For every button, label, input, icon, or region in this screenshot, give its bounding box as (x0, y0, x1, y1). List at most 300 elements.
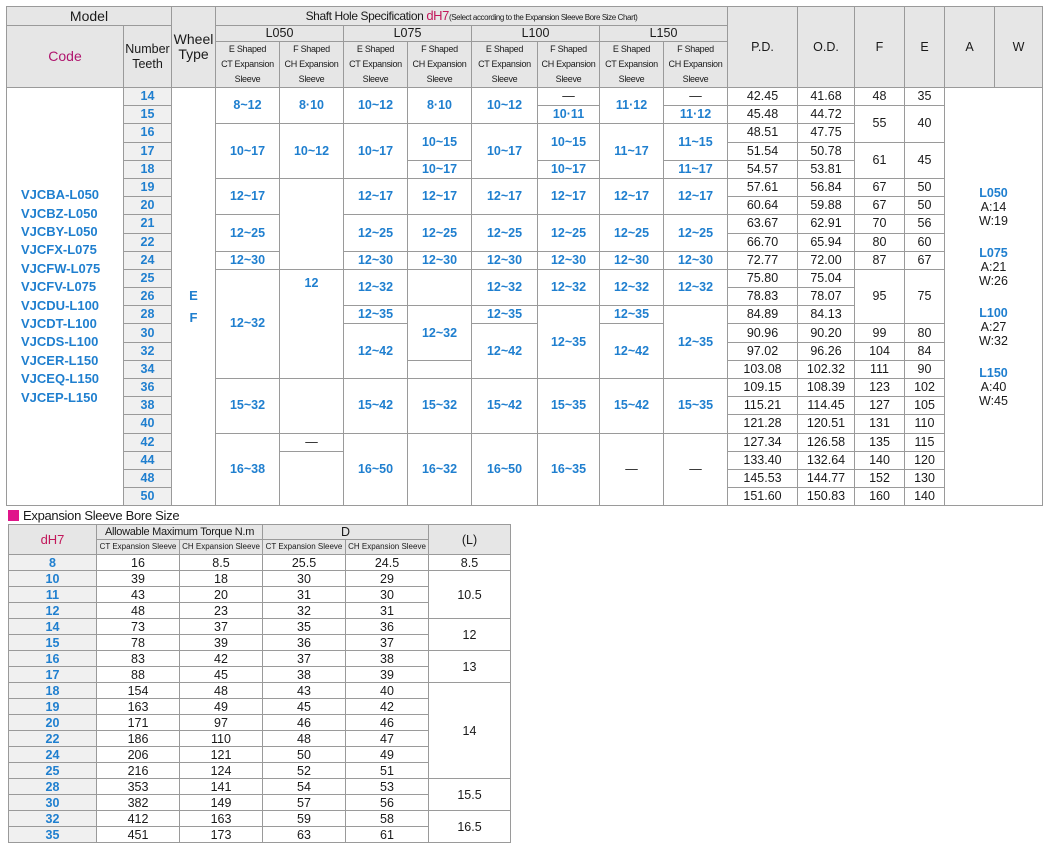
od-cell: 62.91 (798, 215, 855, 233)
sleeve-ch-d: 47 (346, 731, 429, 747)
sleeve-ch-d: 37 (346, 635, 429, 651)
sub-e-l050 (216, 42, 280, 88)
sleeve-ct-d: 36 (263, 635, 346, 651)
sleeve-ch-torque: 110 (180, 731, 263, 747)
sub-e-l075 (344, 42, 408, 88)
sleeve-ct-d: 25.5 (263, 555, 346, 571)
aw-gap (945, 288, 1042, 306)
aw-size-l050: L050 (979, 185, 1008, 200)
l150-f-cell: 12~30 (664, 251, 728, 269)
pd-cell: 121.28 (728, 415, 798, 433)
table-row (7, 379, 1043, 397)
teeth-cell: 26 (124, 288, 172, 306)
pd-cell: 42.45 (728, 88, 798, 106)
e-cell: 84 (905, 342, 945, 360)
aw-size-l150: L150 (979, 365, 1008, 380)
teeth-cell: 28 (124, 306, 172, 324)
teeth-cell: 44 (124, 451, 172, 469)
sub-f-line1: F Shaped (421, 44, 458, 54)
od-header: O.D. (798, 7, 855, 88)
l100-e-cell: 16~50 (472, 433, 538, 506)
od-cell: 84.13 (798, 306, 855, 324)
group-l100: L100 (472, 26, 600, 42)
code-header: Code (7, 26, 124, 88)
sleeve-ch-d: 30 (346, 587, 429, 603)
l150-e-cell: 12~17 (600, 178, 664, 214)
sleeve-ch-torque: 39 (180, 635, 263, 651)
sleeve-ct-torque: 206 (97, 747, 180, 763)
teeth-cell: 32 (124, 342, 172, 360)
od-cell: 150.83 (798, 488, 855, 506)
e-cell: 130 (905, 469, 945, 487)
sleeve-ct-torque: 39 (97, 571, 180, 587)
sleeve-dh-cell: 8 (9, 555, 97, 571)
l100-f-cell: 12~25 (538, 215, 600, 251)
f-cell: 131 (855, 415, 905, 433)
l075-e-cell: 12~32 (344, 269, 408, 305)
shaft-spec-note: (Select according to the Expansion Sleeve Bore Size Chart) (448, 12, 638, 22)
od-cell: 41.68 (798, 88, 855, 106)
f-cell: 87 (855, 251, 905, 269)
sleeve-dh-cell: 12 (9, 603, 97, 619)
f-cell: 152 (855, 469, 905, 487)
aw-gap (945, 348, 1042, 366)
pd-cell: 60.64 (728, 197, 798, 215)
w-header: W (995, 7, 1043, 88)
sleeve-ct-torque: 216 (97, 763, 180, 779)
code-item: VJCFV-L075 (21, 279, 97, 295)
sleeve-dh-cell: 10 (9, 571, 97, 587)
l150-f-cell: 11·12 (664, 106, 728, 124)
l100-e-cell: 12~32 (472, 269, 538, 305)
l050-e-cell: 8~12 (216, 88, 280, 124)
e-cell: 40 (905, 106, 945, 142)
l100-e-cell: 12~30 (472, 251, 538, 269)
sleeve-ct-torque: 16 (97, 555, 180, 571)
l150-f-cell: 15~35 (664, 379, 728, 434)
code-item: VJCDU-L100 (21, 297, 100, 313)
sleeve-ct-torque: 412 (97, 811, 180, 827)
f-cell: 123 (855, 379, 905, 397)
f-cell: 55 (855, 106, 905, 142)
sub-e-line2: CT Expansion Sleeve (349, 59, 402, 84)
l100-f-cell: 10~17 (538, 160, 600, 178)
sleeve-ct-torque: 382 (97, 795, 180, 811)
e-cell: 50 (905, 178, 945, 196)
sleeve-ch-d: 24.5 (346, 555, 429, 571)
sleeve-dh-header: dH7 (9, 525, 97, 555)
sleeve-dh-cell: 19 (9, 699, 97, 715)
e-cell: 35 (905, 88, 945, 106)
shaft-spec-title: Shaft Hole Specification (305, 8, 424, 23)
pd-cell: 145.53 (728, 469, 798, 487)
code-item: VJCDT-L100 (21, 316, 97, 332)
code-item: VJCEP-L150 (21, 389, 98, 405)
l075-e-cell: 16~50 (344, 433, 408, 506)
teeth-cell: 20 (124, 197, 172, 215)
table-row (9, 571, 511, 587)
l150-f-cell: — (664, 433, 728, 506)
sleeve-title-text: Expansion Sleeve Bore Size (23, 508, 180, 523)
sub-f-line2: CH Expansion Sleeve (412, 59, 467, 84)
sub-f-l100 (538, 42, 600, 88)
sleeve-ch-d: 58 (346, 811, 429, 827)
aw-gap (945, 228, 1042, 246)
sleeve-ct-d: 43 (263, 683, 346, 699)
table-row (7, 88, 1043, 106)
sleeve-dh-cell: 24 (9, 747, 97, 763)
e-cell: 67 (905, 251, 945, 269)
l100-f-cell: 12~35 (538, 306, 600, 379)
l150-f-cell: — (664, 88, 728, 106)
sub-f-l050 (280, 42, 344, 88)
teeth-cell: 48 (124, 469, 172, 487)
sleeve-ch-torque: 8.5 (180, 555, 263, 571)
l075-e-cell: 12~25 (344, 215, 408, 251)
sleeve-ct-torque: 154 (97, 683, 180, 699)
sleeve-torque-header: Allowable Maximum Torque N.m (97, 525, 263, 540)
sub-f-line1: F Shaped (550, 44, 587, 54)
od-cell: 96.26 (798, 342, 855, 360)
pd-cell: 51.54 (728, 142, 798, 160)
teeth-cell: 40 (124, 415, 172, 433)
l075-e-cell: 12~42 (344, 324, 408, 379)
od-cell: 120.51 (798, 415, 855, 433)
sleeve-ch-torque: 121 (180, 747, 263, 763)
table-row (7, 178, 1043, 196)
sleeve-dh-cell: 25 (9, 763, 97, 779)
f-header: F (855, 7, 905, 88)
f-cell: 67 (855, 197, 905, 215)
e-cell: 115 (905, 433, 945, 451)
table-row (9, 619, 511, 635)
wheel-type-cell (172, 88, 216, 506)
shaft-dh-label: dH7 (426, 7, 449, 23)
sleeve-ch-torque: 45 (180, 667, 263, 683)
sleeve-ct-torque: 73 (97, 619, 180, 635)
sleeve-l-cell: 10.5 (429, 571, 511, 619)
pd-cell: 115.21 (728, 397, 798, 415)
l075-f-cell: 15~32 (408, 379, 472, 434)
l075-f-cell: 10~17 (408, 160, 472, 178)
pd-cell: 90.96 (728, 324, 798, 342)
sleeve-l-cell: 12 (429, 619, 511, 651)
table-row (9, 651, 511, 667)
l100-f-cell: 15~35 (538, 379, 600, 434)
teeth-cell: 16 (124, 124, 172, 142)
teeth-cell: 18 (124, 160, 172, 178)
wheel-type-line1: Wheel (173, 31, 214, 47)
l050-f-empty (280, 379, 344, 434)
teeth-cell: 25 (124, 269, 172, 287)
pd-cell: 151.60 (728, 488, 798, 506)
sub-f-line1: F Shaped (677, 44, 714, 54)
sleeve-ch-torque: 149 (180, 795, 263, 811)
sleeve-dh-cell: 20 (9, 715, 97, 731)
number-teeth-line2: Teeth (132, 56, 163, 71)
teeth-cell: 24 (124, 251, 172, 269)
f-cell: 80 (855, 233, 905, 251)
sleeve-dh-cell: 14 (9, 619, 97, 635)
sleeve-ch-d: 36 (346, 619, 429, 635)
wheel-type-f: F (189, 309, 198, 325)
l100-f-cell: 10~15 (538, 124, 600, 160)
l050-e-cell: 12~25 (216, 215, 280, 251)
sleeve-ch-torque: 163 (180, 811, 263, 827)
teeth-cell: 17 (124, 142, 172, 160)
e-cell: 110 (905, 415, 945, 433)
teeth-cell: 14 (124, 88, 172, 106)
l150-e-cell: 11·12 (600, 88, 664, 124)
l100-e-cell: 12~35 (472, 306, 538, 324)
sub-e-l150 (600, 42, 664, 88)
gear-spec-table (6, 6, 1043, 506)
sleeve-ch-torque: 141 (180, 779, 263, 795)
od-cell: 44.72 (798, 106, 855, 124)
sleeve-ct-torque: 88 (97, 667, 180, 683)
pd-cell: 45.48 (728, 106, 798, 124)
sleeve-ct-d: 50 (263, 747, 346, 763)
aw-block (945, 88, 1043, 506)
f-cell: 61 (855, 142, 905, 178)
l050-e-cell: 15~32 (216, 379, 280, 434)
e-cell: 45 (905, 142, 945, 178)
sub-e-line1: E Shaped (228, 44, 267, 54)
code-item: VJCEQ-L150 (21, 371, 100, 387)
sleeve-ch-d: 31 (346, 603, 429, 619)
sub-e-l100 (472, 42, 538, 88)
sleeve-bore-table (8, 524, 511, 843)
teeth-cell: 34 (124, 360, 172, 378)
l150-e-cell: 12~30 (600, 251, 664, 269)
l150-f-cell: 11~17 (664, 160, 728, 178)
l100-e-cell: 12~42 (472, 324, 538, 379)
sub-f-line1: F Shaped (293, 44, 330, 54)
l050-e-cell: 12~30 (216, 251, 280, 269)
sleeve-l-cell: 14 (429, 683, 511, 779)
f-cell: 160 (855, 488, 905, 506)
aw-a-l100: A:27 (980, 319, 1007, 334)
sleeve-ch-d: 53 (346, 779, 429, 795)
number-teeth-header (124, 26, 172, 88)
e-header: E (905, 7, 945, 88)
l075-e-cell: 15~42 (344, 379, 408, 434)
e-cell: 105 (905, 397, 945, 415)
l150-e-cell: — (600, 433, 664, 506)
f-cell: 70 (855, 215, 905, 233)
sub-e-line2: CT Expansion Sleeve (221, 59, 274, 84)
teeth-cell: 50 (124, 488, 172, 506)
sleeve-ch-torque: 23 (180, 603, 263, 619)
sub-f-l150 (664, 42, 728, 88)
l075-f-cell: 12~17 (408, 178, 472, 214)
teeth-cell: 19 (124, 178, 172, 196)
pd-cell: 78.83 (728, 288, 798, 306)
sleeve-sub-ct: CT Expansion Sleeve (97, 540, 180, 555)
f-cell: 140 (855, 451, 905, 469)
pd-cell: 103.08 (728, 360, 798, 378)
od-cell: 78.07 (798, 288, 855, 306)
sleeve-ct-d: 57 (263, 795, 346, 811)
l075-e-cell: 10~12 (344, 88, 408, 124)
l150-f-cell: 12~25 (664, 215, 728, 251)
sleeve-ch-d: 29 (346, 571, 429, 587)
l150-f-cell: 12~35 (664, 306, 728, 379)
code-item: VJCDS-L100 (21, 334, 99, 350)
sleeve-dh-cell: 35 (9, 827, 97, 843)
teeth-cell: 30 (124, 324, 172, 342)
sub-e-line1: E Shaped (356, 44, 395, 54)
l100-e-cell: 12~17 (472, 178, 538, 214)
aw-size-l100: L100 (979, 305, 1008, 320)
l075-f-empty (408, 269, 472, 305)
teeth-cell: 21 (124, 215, 172, 233)
sleeve-ch-torque: 42 (180, 651, 263, 667)
l150-e-cell: 12~35 (600, 306, 664, 324)
sleeve-ct-d: 52 (263, 763, 346, 779)
sub-f-line2: CH Expansion Sleeve (668, 59, 723, 84)
pd-cell: 84.89 (728, 306, 798, 324)
l100-f-cell: 12~30 (538, 251, 600, 269)
code-item: VJCBA-L050 (21, 187, 100, 203)
aw-a-l150: A:40 (980, 379, 1007, 394)
sleeve-ch-torque: 97 (180, 715, 263, 731)
f-cell: 104 (855, 342, 905, 360)
l075-f-cell: 8·10 (408, 88, 472, 124)
l075-f-cell: 12~30 (408, 251, 472, 269)
sleeve-ct-torque: 43 (97, 587, 180, 603)
sleeve-ch-d: 46 (346, 715, 429, 731)
sleeve-ch-d: 39 (346, 667, 429, 683)
l150-e-cell: 15~42 (600, 379, 664, 434)
sleeve-l-cell: 15.5 (429, 779, 511, 811)
sleeve-ct-d: 35 (263, 619, 346, 635)
code-item: VJCBZ-L050 (21, 205, 98, 221)
teeth-cell: 22 (124, 233, 172, 251)
l050-e-cell: 16~38 (216, 433, 280, 506)
sleeve-ch-d: 61 (346, 827, 429, 843)
sleeve-l-cell: 13 (429, 651, 511, 683)
e-cell: 120 (905, 451, 945, 469)
sleeve-ch-torque: 49 (180, 699, 263, 715)
od-cell: 126.58 (798, 433, 855, 451)
l150-e-cell: 12~42 (600, 324, 664, 379)
sub-e-line2: CT Expansion Sleeve (478, 59, 531, 84)
e-cell: 140 (905, 488, 945, 506)
aw-a-l075: A:21 (980, 259, 1007, 274)
f-cell: 127 (855, 397, 905, 415)
od-cell: 90.20 (798, 324, 855, 342)
l050-f-empty (280, 451, 344, 506)
e-cell: 50 (905, 197, 945, 215)
number-teeth-line1: Number (125, 41, 170, 56)
od-cell: 56.84 (798, 178, 855, 196)
wheel-type-line2: Type (178, 46, 209, 62)
sleeve-ct-d: 48 (263, 731, 346, 747)
f-cell: 99 (855, 324, 905, 342)
wheel-type-header (172, 7, 216, 88)
group-l050: L050 (216, 26, 344, 42)
teeth-cell: 36 (124, 379, 172, 397)
teeth-cell: 38 (124, 397, 172, 415)
aw-w-l050: W:19 (979, 213, 1008, 228)
sleeve-dh-cell: 18 (9, 683, 97, 699)
model-header: Model (7, 7, 172, 26)
sleeve-sub-ch: CH Expansion Sleeve (346, 540, 429, 555)
l050-e-cell: 10~17 (216, 124, 280, 179)
table-row (7, 433, 1043, 451)
sleeve-dh-cell: 30 (9, 795, 97, 811)
sleeve-ct-torque: 171 (97, 715, 180, 731)
sub-e-line1: E Shaped (612, 44, 651, 54)
l050-f-cell: — (280, 433, 344, 451)
sleeve-d-header: D (263, 525, 429, 540)
sleeve-dh-cell: 32 (9, 811, 97, 827)
f-cell: 48 (855, 88, 905, 106)
a-header: A (945, 7, 995, 88)
sub-f-line2: CH Expansion Sleeve (284, 59, 339, 84)
teeth-cell: 15 (124, 106, 172, 124)
sleeve-dh-cell: 11 (9, 587, 97, 603)
group-l150: L150 (600, 26, 728, 42)
l075-e-cell: 12~35 (344, 306, 408, 324)
l100-f-cell: — (538, 88, 600, 106)
sleeve-sub-ch: CH Expansion Sleeve (180, 540, 263, 555)
f-cell: 95 (855, 269, 905, 324)
l075-f-cell: 16~32 (408, 433, 472, 506)
sleeve-sub-ct: CT Expansion Sleeve (263, 540, 346, 555)
f-cell: 111 (855, 360, 905, 378)
pd-cell: 72.77 (728, 251, 798, 269)
l075-e-cell: 10~17 (344, 124, 408, 179)
table-row (9, 811, 511, 827)
l100-f-cell: 12~32 (538, 269, 600, 305)
sleeve-ch-torque: 48 (180, 683, 263, 699)
l075-f-empty (408, 360, 472, 378)
pd-cell: 57.61 (728, 178, 798, 196)
sleeve-ct-torque: 186 (97, 731, 180, 747)
sleeve-dh-cell: 15 (9, 635, 97, 651)
sleeve-ch-torque: 124 (180, 763, 263, 779)
sleeve-dh-cell: 28 (9, 779, 97, 795)
od-cell: 50.78 (798, 142, 855, 160)
od-cell: 47.75 (798, 124, 855, 142)
l050-f-cell: 12 (280, 269, 344, 378)
pd-cell: 109.15 (728, 379, 798, 397)
l100-f-cell: 10·11 (538, 106, 600, 124)
sleeve-dh-cell: 22 (9, 731, 97, 747)
l100-e-cell: 15~42 (472, 379, 538, 434)
code-item: VJCFX-L075 (21, 242, 97, 258)
group-l075: L075 (344, 26, 472, 42)
l150-e-cell: 12~25 (600, 215, 664, 251)
sub-e-line1: E Shaped (485, 44, 524, 54)
l150-f-cell: 11~15 (664, 124, 728, 160)
pd-header: P.D. (728, 7, 798, 88)
l050-e-cell: 12~32 (216, 269, 280, 378)
sleeve-ch-d: 42 (346, 699, 429, 715)
code-item: VJCBY-L050 (21, 224, 98, 240)
pd-cell: 48.51 (728, 124, 798, 142)
pink-square-icon (8, 510, 19, 521)
sub-f-l075 (408, 42, 472, 88)
pd-cell: 66.70 (728, 233, 798, 251)
l100-f-cell: 16~35 (538, 433, 600, 506)
aw-a-l050: A:14 (980, 199, 1007, 214)
sleeve-ct-d: 37 (263, 651, 346, 667)
code-item: VJCFW-L075 (21, 260, 101, 276)
aw-size-l075: L075 (979, 245, 1008, 260)
